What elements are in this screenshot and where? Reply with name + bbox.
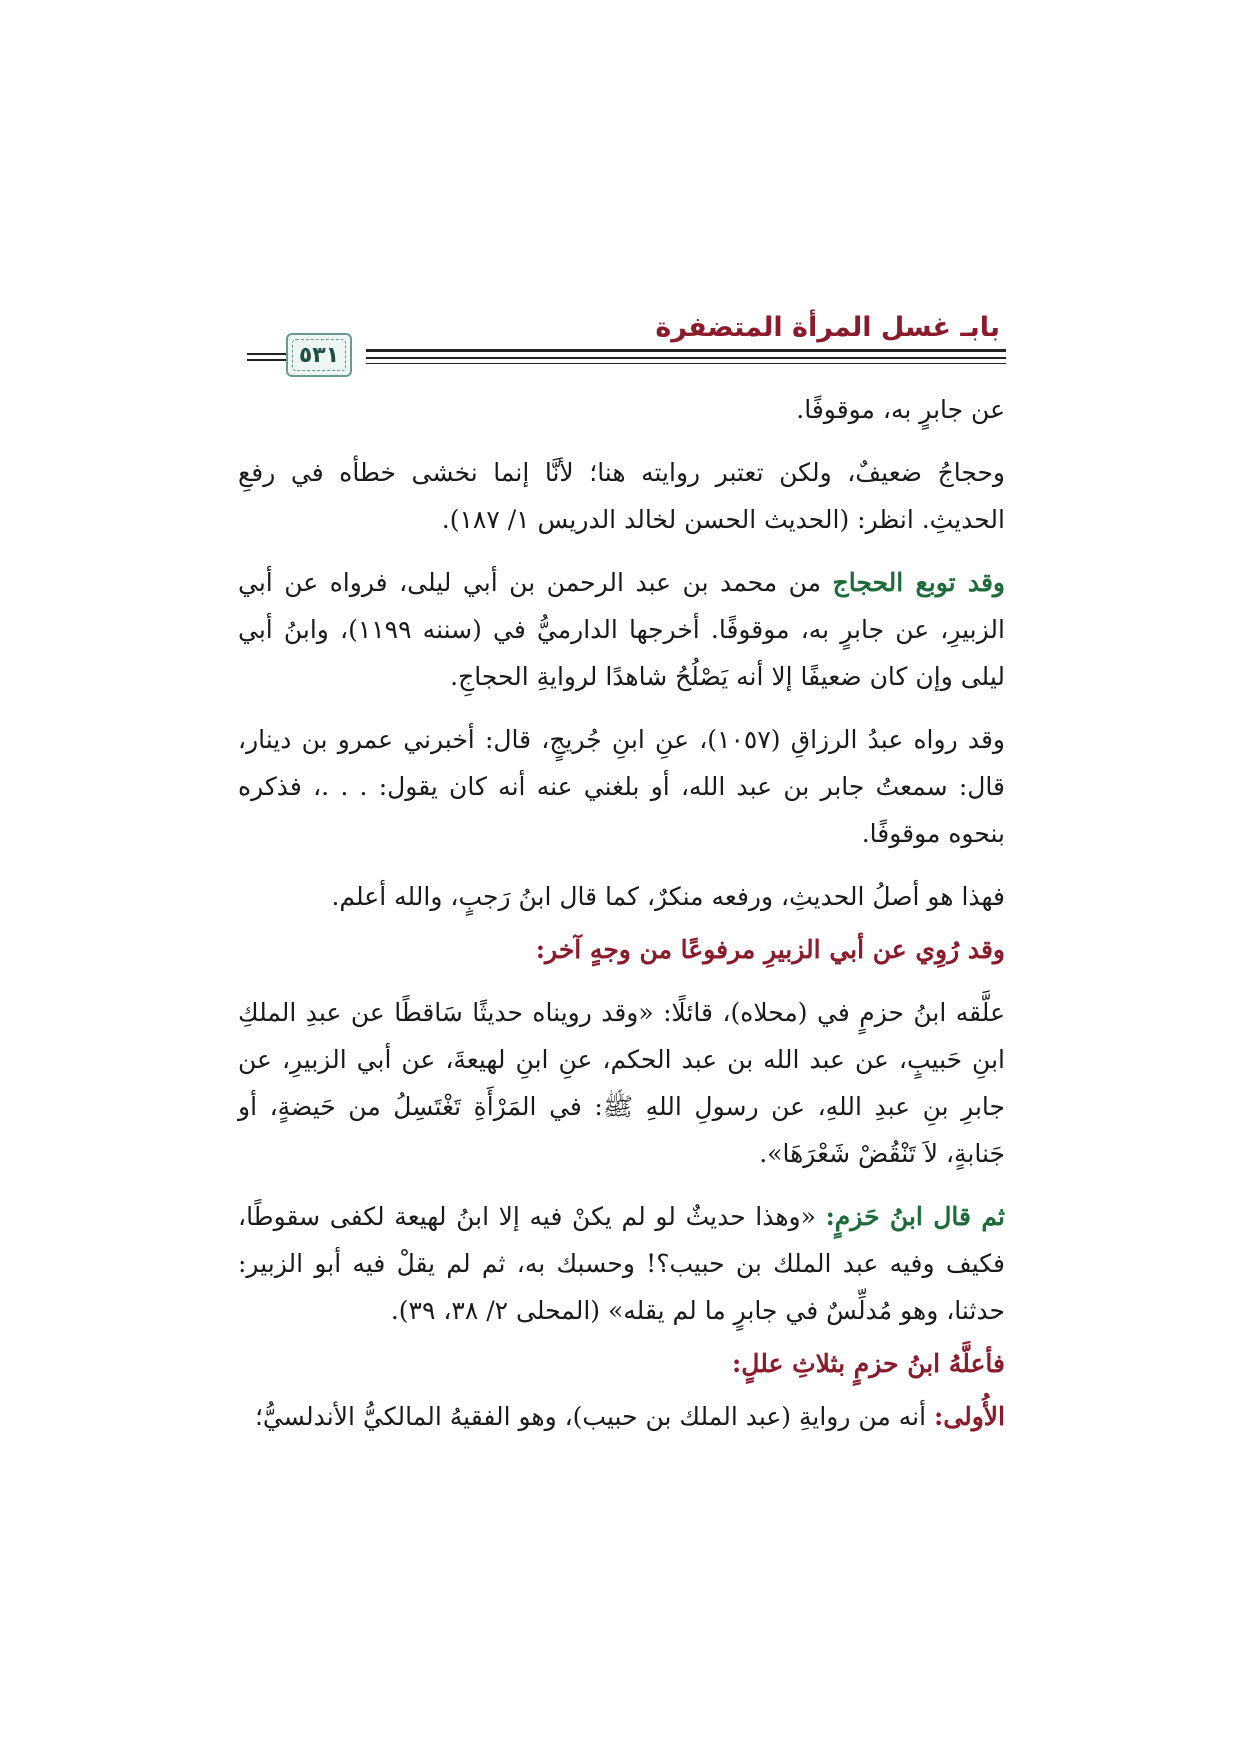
paragraph bbox=[238, 1393, 1005, 1440]
paragraph: عن جابرٍ به، موقوفًا. bbox=[796, 395, 1005, 424]
paragraph-text: «وهذا حديثٌ لو لم يكنْ فيه إلا ابنُ لهيعة لكفى سقوطًا، فكيف وفيه عبد الملك بن حبيب؟! وحسبك به، ثم لم يقلْ فيه أبو الزبير: حدثنا، وهو مُدلِّسٌ في جابرٍ ما لم يقله» (المحلى ٢/ ٣٨، ٣٩). bbox=[238, 1202, 1005, 1325]
paragraph bbox=[238, 1193, 1005, 1334]
paragraph bbox=[238, 559, 1005, 700]
paragraph: فهذا هو أصلُ الحديثِ، ورفعه منكرٌ، كما قال ابنُ رَجبٍ، والله أعلم. bbox=[331, 882, 1005, 911]
page-number: ٥٣١ bbox=[298, 342, 340, 368]
section-heading: فأعلَّهُ ابنُ حزمٍ بثلاثِ عللٍ: bbox=[732, 1349, 1005, 1378]
paragraph-lead: ثم قال ابنُ حَزمٍ: bbox=[825, 1202, 1005, 1231]
paragraph-text: من محمد بن عبد الرحمن بن أبي ليلى، فرواه عن أبي الزبيرِ، عن جابرٍ به، موقوفًا. أخرجها الدارميُّ في (سننه ١١٩٩)، وابنُ أبي ليلى وإن كان ضعيفًا إلا أنه يَصْلُحُ شاهدًا لروايةِ الحجاجِ. bbox=[238, 568, 1005, 691]
paragraph-text: أنه من روايةِ (عبد الملك بن حبيب)، وهو الفقيهُ المالكيُّ الأندلسيُّ؛ bbox=[254, 1402, 935, 1431]
paragraph: وحجاجُ ضعيفٌ، ولكن تعتبر روايته هنا؛ لأنَّا إنما نخشى خطأه في رفعِ الحديثِ. انظر: (الحديث الحسن لخالد الدريس ١/ ١٨٧). bbox=[238, 458, 1005, 534]
section-heading: وقد رُوِي عن أبي الزبيرِ مرفوعًا من وجهٍ آخر: bbox=[535, 935, 1005, 964]
page-body bbox=[238, 386, 1005, 1456]
header-rule bbox=[366, 349, 1006, 352]
paragraph-lead: وقد توبع الحجاج bbox=[832, 568, 1005, 597]
paragraph: علَّقه ابنُ حزمٍ في (محلاه)، قائلًا: «وقد رويناه حديثًا سَاقطًا عن عبدِ الملكِ ابنِ حَبيبٍ، عن عبد الله بن عبد الحكم، عنِ ابنِ لهيعةَ، عن أبي الزبيرِ، عن جابرِ بنِ عبدِ اللهِ، عن رسولِ اللهِ ﷺ: في المَرْأَةِ تَغْتَسِلُ من حَيضةٍ، أو جَنابةٍ، لاَ تَنْقُضْ شَعْرَهَا». bbox=[238, 998, 1005, 1168]
header-rule bbox=[366, 363, 1006, 364]
header-rule bbox=[366, 357, 1006, 359]
page-number-badge bbox=[286, 333, 352, 377]
paragraph: وقد رواه عبدُ الرزاقِ (١٠٥٧)، عنِ ابنِ جُريجٍ، قال: أخبرني عمرو بن دينار، قال: سمعتُ جابر بن عبد الله، أو بلغني عنه أنه كان يقول: . . .، فذكره بنحوه موقوفًا. bbox=[238, 725, 1005, 848]
chapter-title: بابـ غسل المرأة المتضفرة bbox=[655, 312, 1000, 343]
paragraph-lead: الأُولى: bbox=[934, 1402, 1005, 1431]
